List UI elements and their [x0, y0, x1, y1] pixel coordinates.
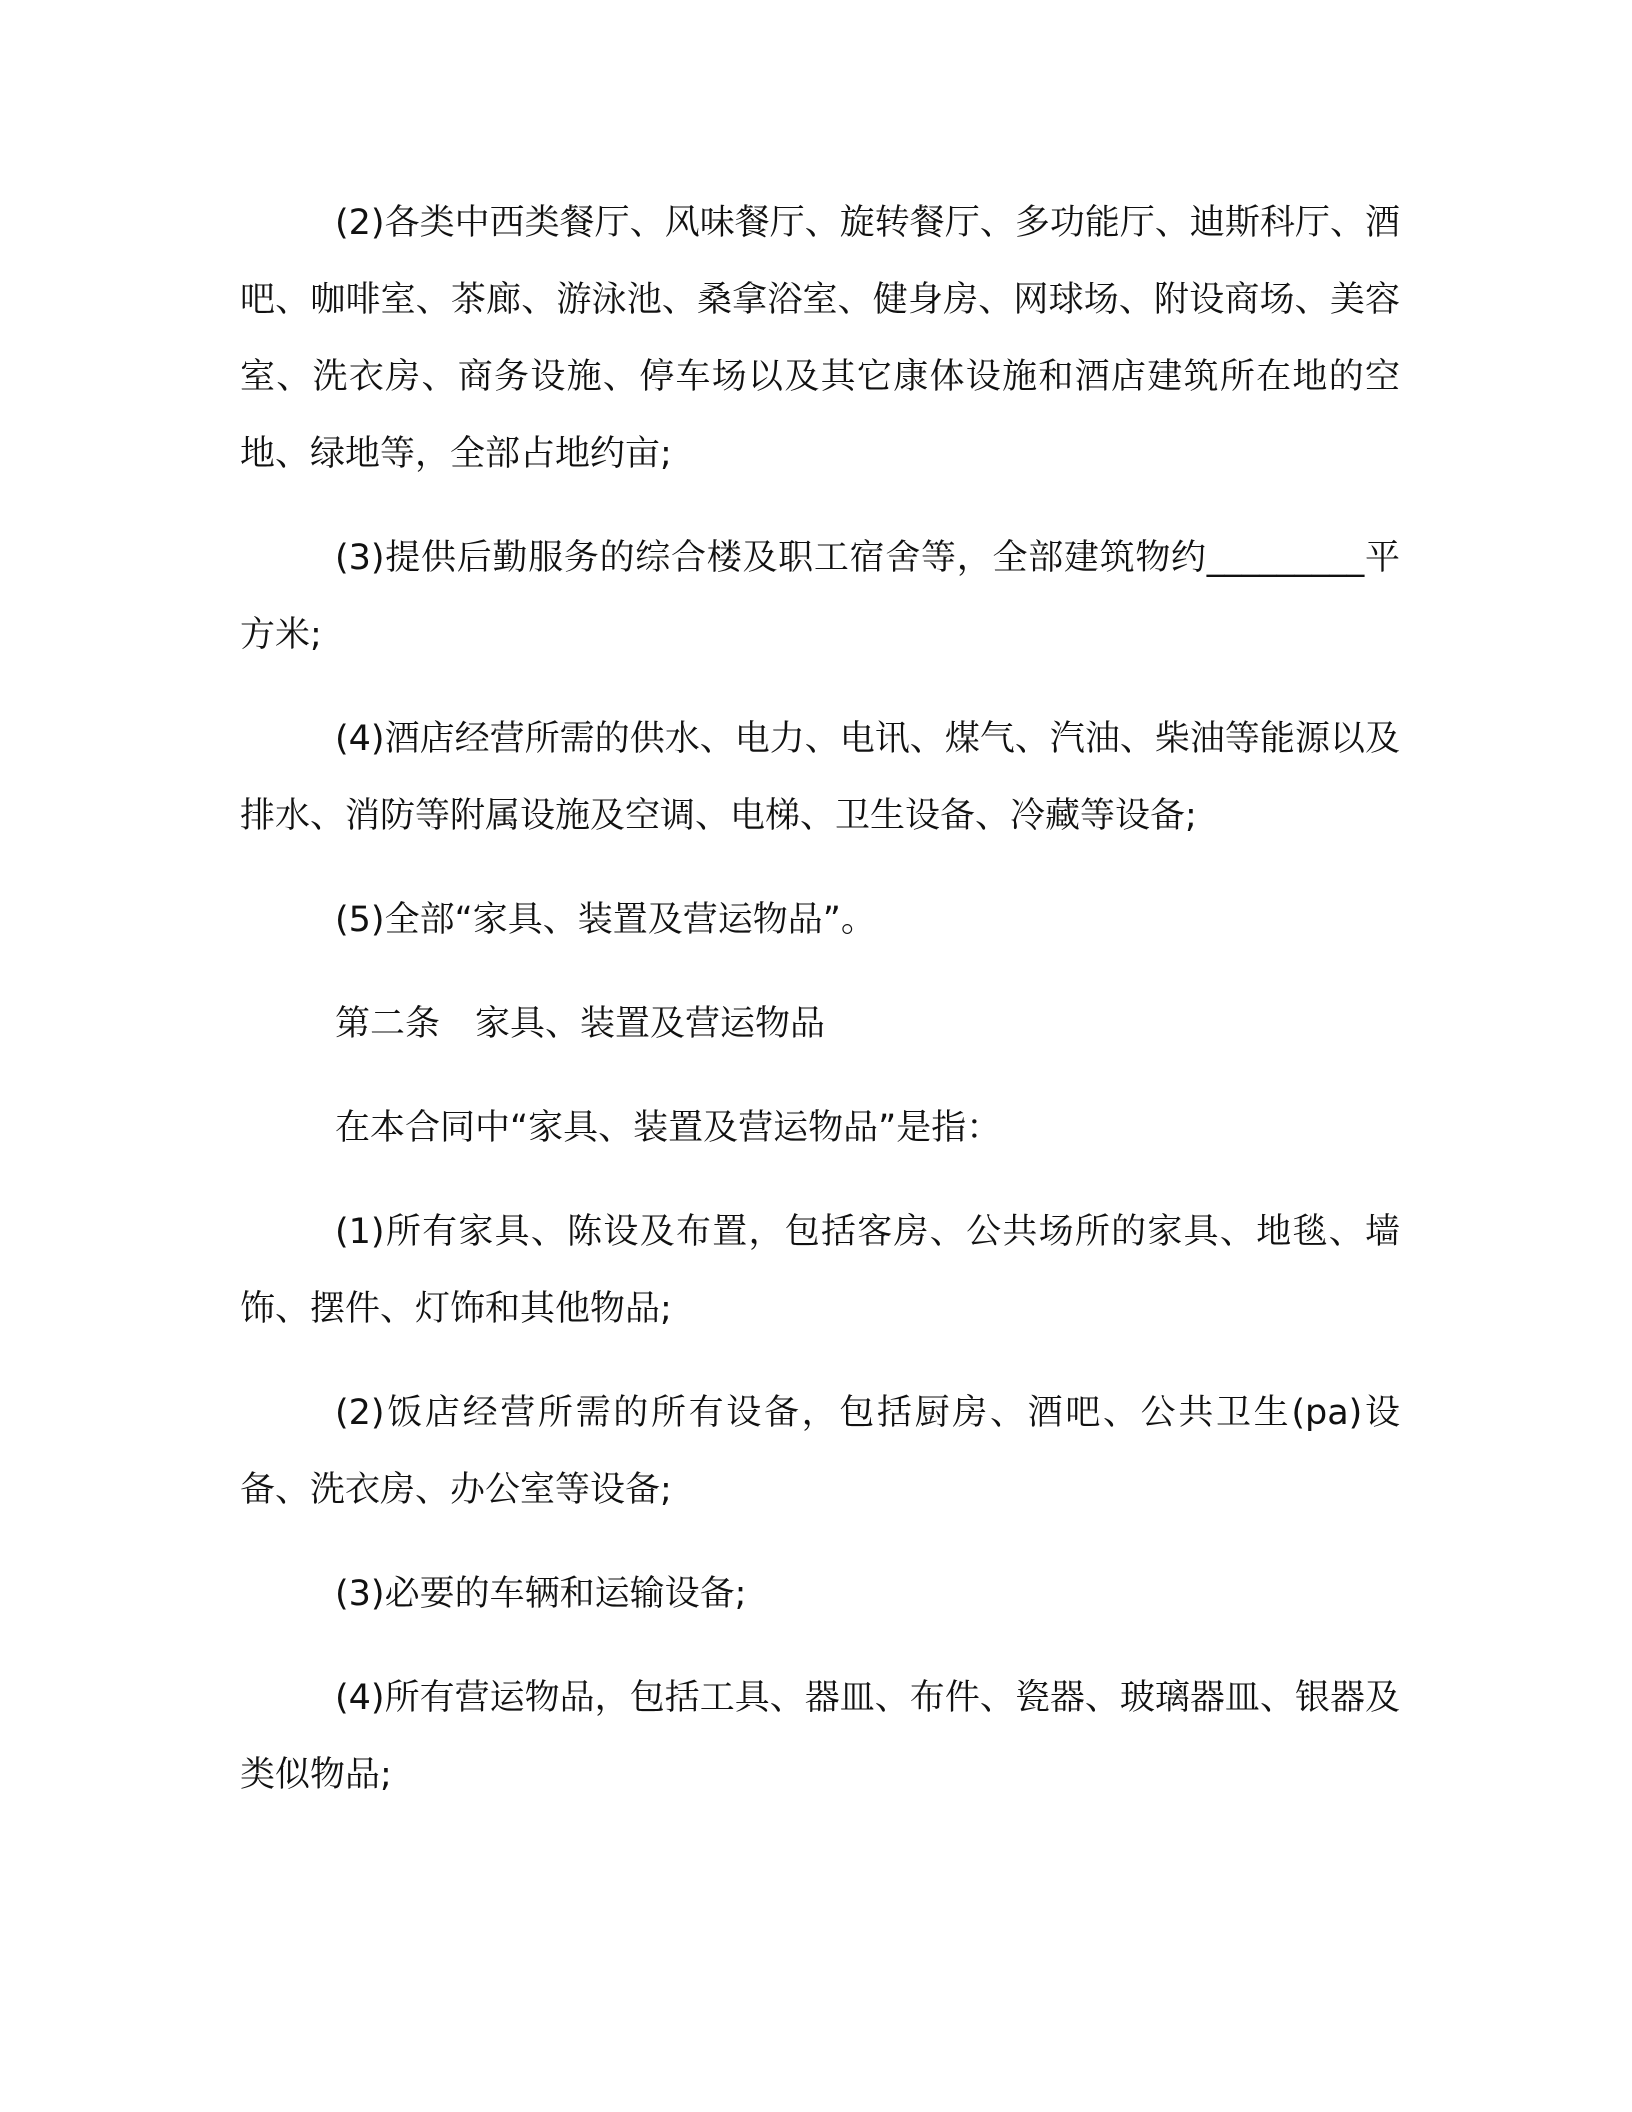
paragraph-furniture-furnishings: (1)所有家具、陈设及布置，包括客房、公共场所的家具、地毯、墙饰、摆件、灯饰和其他物品; — [240, 1212, 1400, 1329]
paragraph-furniture-items: (5)全部“家具、装置及营运物品”。 — [335, 900, 876, 940]
paragraph-facilities-land: (2)各类中西类餐厅、风味餐厅、旋转餐厅、多功能厅、迪斯科厅、酒吧、咖啡室、茶廊、游泳池、桑拿浴室、健身房、网球场、附设商场、美容室、洗衣房、商务设施、停车场以及其它康体设施和酒店建筑所在地的空地、绿地等，全部占地约亩; — [240, 203, 1400, 474]
paragraph-definition-intro: 在本合同中“家具、装置及营运物品”是指： — [335, 1108, 1002, 1148]
paragraph-vehicles: (3)必要的车辆和运输设备; — [335, 1574, 747, 1614]
paragraph-operating-supplies: (4)所有营运物品，包括工具、器皿、布件、瓷器、玻璃器皿、银器及类似物品; — [240, 1678, 1400, 1795]
paragraph-logistics-buildings: (3)提供后勤服务的综合楼及职工宿舍等，全部建筑物约_________平方米; — [240, 538, 1400, 655]
document-body — [240, 185, 1400, 1814]
article-heading: 第二条 家具、装置及营运物品 — [335, 1004, 826, 1044]
paragraph-operating-equipment: (2)饭店经营所需的所有设备，包括厨房、酒吧、公共卫生(pa)设备、洗衣房、办公室等设备; — [240, 1393, 1400, 1510]
paragraph-energy-equipment: (4)酒店经营所需的供水、电力、电讯、煤气、汽油、柴油等能源以及排水、消防等附属设施及空调、电梯、卫生设备、冷藏等设备; — [240, 719, 1400, 836]
